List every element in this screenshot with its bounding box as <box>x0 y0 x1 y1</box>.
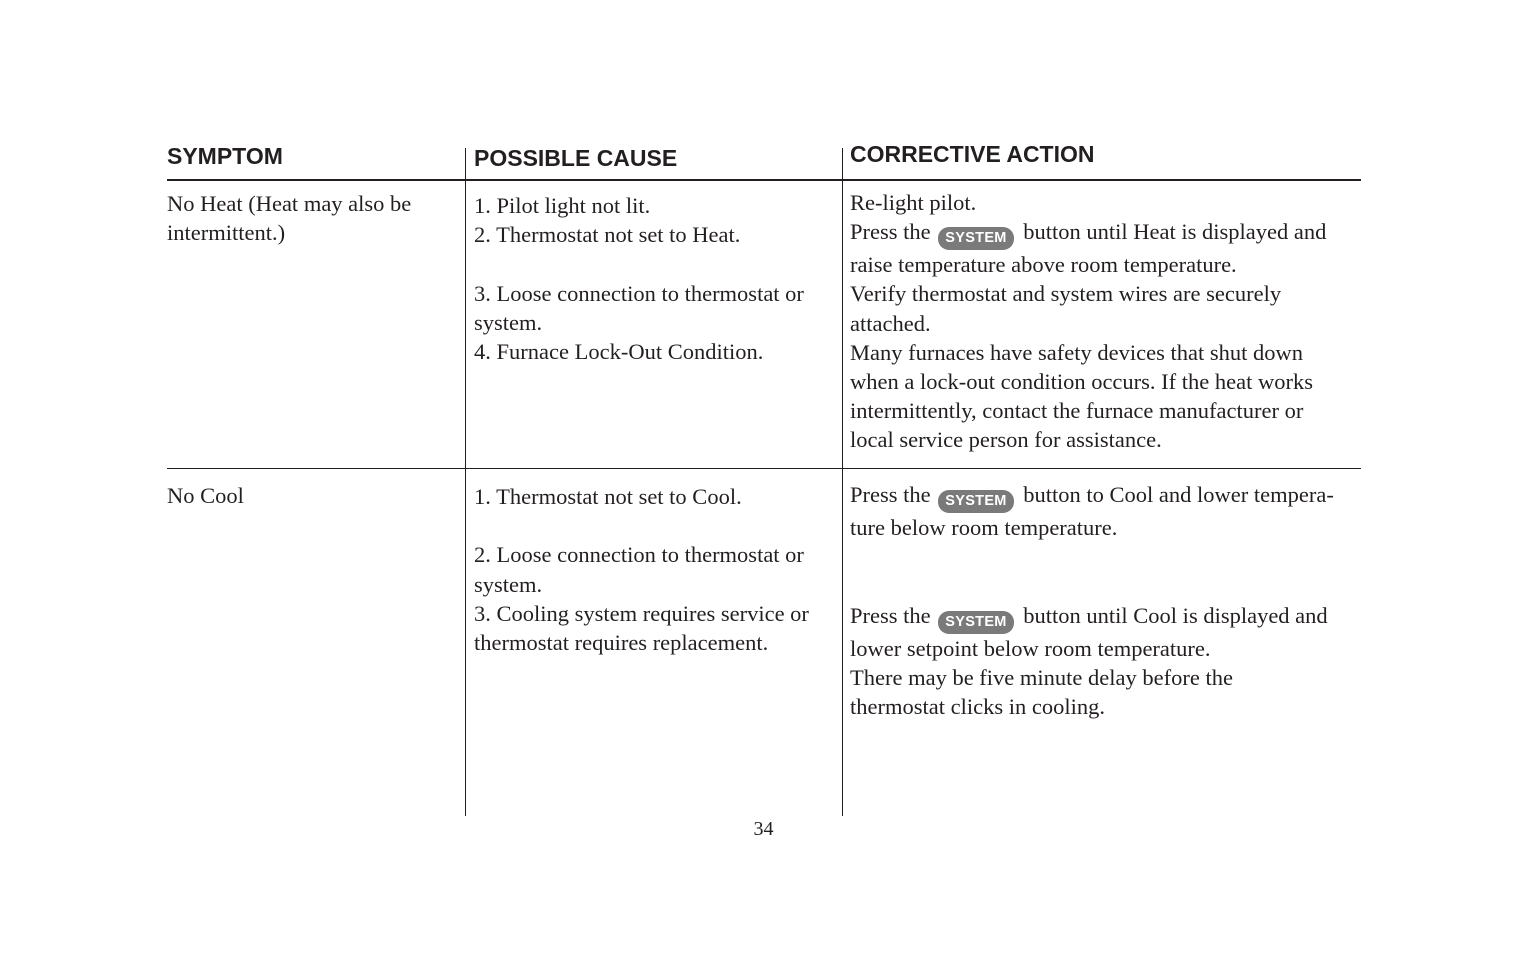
line-text: thermostat clicks in cooling. <box>850 693 1105 719</box>
action-cell <box>850 188 1326 455</box>
line-text: ture below room temperature. <box>850 515 1118 540</box>
line-text: Press the <box>850 219 931 245</box>
header-possible-cause: POSSIBLE CAUSE <box>474 145 678 171</box>
line-text: 2. Thermostat not set to Heat. <box>474 222 741 248</box>
cause-cell <box>474 191 804 366</box>
text-line <box>474 482 809 511</box>
line-text: 1. Thermostat not set to Cool. <box>474 484 742 509</box>
text-line <box>850 188 1326 217</box>
text-line <box>850 480 1334 513</box>
line-text: raise temperature above room temperature. <box>850 252 1237 278</box>
line-text: system. <box>474 571 543 597</box>
blank-line <box>850 571 1334 600</box>
header-corrective-action: CORRECTIVE ACTION <box>850 141 1095 167</box>
text-line <box>474 599 809 628</box>
text-line <box>850 338 1326 367</box>
cause-cell <box>474 482 809 657</box>
text-line <box>167 189 411 218</box>
line-text: thermostat requires replacement. <box>474 630 769 655</box>
symptom-cell <box>167 189 411 247</box>
text-line <box>850 513 1334 542</box>
system-button-icon: SYSTEM <box>938 227 1013 250</box>
line-text: local service person for assistance. <box>850 427 1162 453</box>
line-text: button to Cool and lower tempera- <box>1023 482 1334 507</box>
symptom-cell <box>167 481 244 510</box>
line-text: when a lock-out condition occurs. If the heat works <box>850 369 1313 395</box>
text-line <box>850 663 1334 692</box>
line-text: Press the <box>850 482 931 507</box>
text-line <box>474 279 804 308</box>
line-text: No Heat (Heat may also be <box>167 191 412 216</box>
system-button-icon: SYSTEM <box>938 611 1013 634</box>
line-text: Re-light pilot. <box>850 190 977 215</box>
line-text: 3. Cooling system requires service or <box>474 600 809 626</box>
column-divider-1 <box>465 148 466 816</box>
header-symptom: SYMPTOM <box>167 143 283 169</box>
column-divider-2 <box>842 148 843 816</box>
line-text: Verify thermostat and system wires are securely <box>850 281 1282 307</box>
text-line <box>474 628 809 657</box>
text-line <box>474 337 804 366</box>
text-line <box>850 250 1326 279</box>
line-text: intermittent.) <box>167 220 286 246</box>
line-text: attached. <box>850 310 931 336</box>
line-text: No Cool <box>167 483 244 508</box>
text-line <box>167 481 244 510</box>
text-line <box>474 540 809 569</box>
line-text: 4. Furnace Lock-Out Condition. <box>474 339 764 364</box>
header-rule <box>167 179 1361 181</box>
system-button-icon: SYSTEM <box>938 490 1013 513</box>
line-text: button until Cool is displayed and <box>1023 602 1328 628</box>
line-text: 1. Pilot light not lit. <box>474 193 651 218</box>
action-cell <box>850 480 1334 721</box>
text-line <box>850 396 1326 425</box>
text-line <box>850 634 1334 663</box>
text-line <box>474 191 804 220</box>
text-line <box>167 218 411 247</box>
line-text: system. <box>474 309 543 335</box>
page-number: 34 <box>753 818 774 840</box>
line-text: Many furnaces have safety devices that shut down <box>850 339 1303 365</box>
text-line <box>850 279 1326 308</box>
line-text: button until Heat is displayed and <box>1023 219 1327 245</box>
line-text: 3. Loose connection to thermostat or <box>474 280 804 306</box>
text-line <box>850 367 1326 396</box>
blank-line <box>850 542 1334 571</box>
row-divider <box>167 468 1361 469</box>
line-text: lower setpoint below room temperature. <box>850 635 1211 661</box>
text-line <box>850 309 1326 338</box>
text-line <box>850 692 1334 721</box>
text-line <box>474 570 809 599</box>
text-line <box>850 601 1334 634</box>
line-text: 2. Loose connection to thermostat or <box>474 542 804 568</box>
blank-line <box>474 511 809 540</box>
text-line <box>474 220 804 249</box>
text-line <box>850 217 1326 250</box>
line-text: Press the <box>850 602 931 628</box>
line-text: There may be five minute delay before the <box>850 664 1233 690</box>
blank-line <box>474 249 804 278</box>
text-line <box>474 308 804 337</box>
line-text: intermittently, contact the furnace manufacturer or <box>850 398 1304 424</box>
text-line <box>850 425 1326 454</box>
